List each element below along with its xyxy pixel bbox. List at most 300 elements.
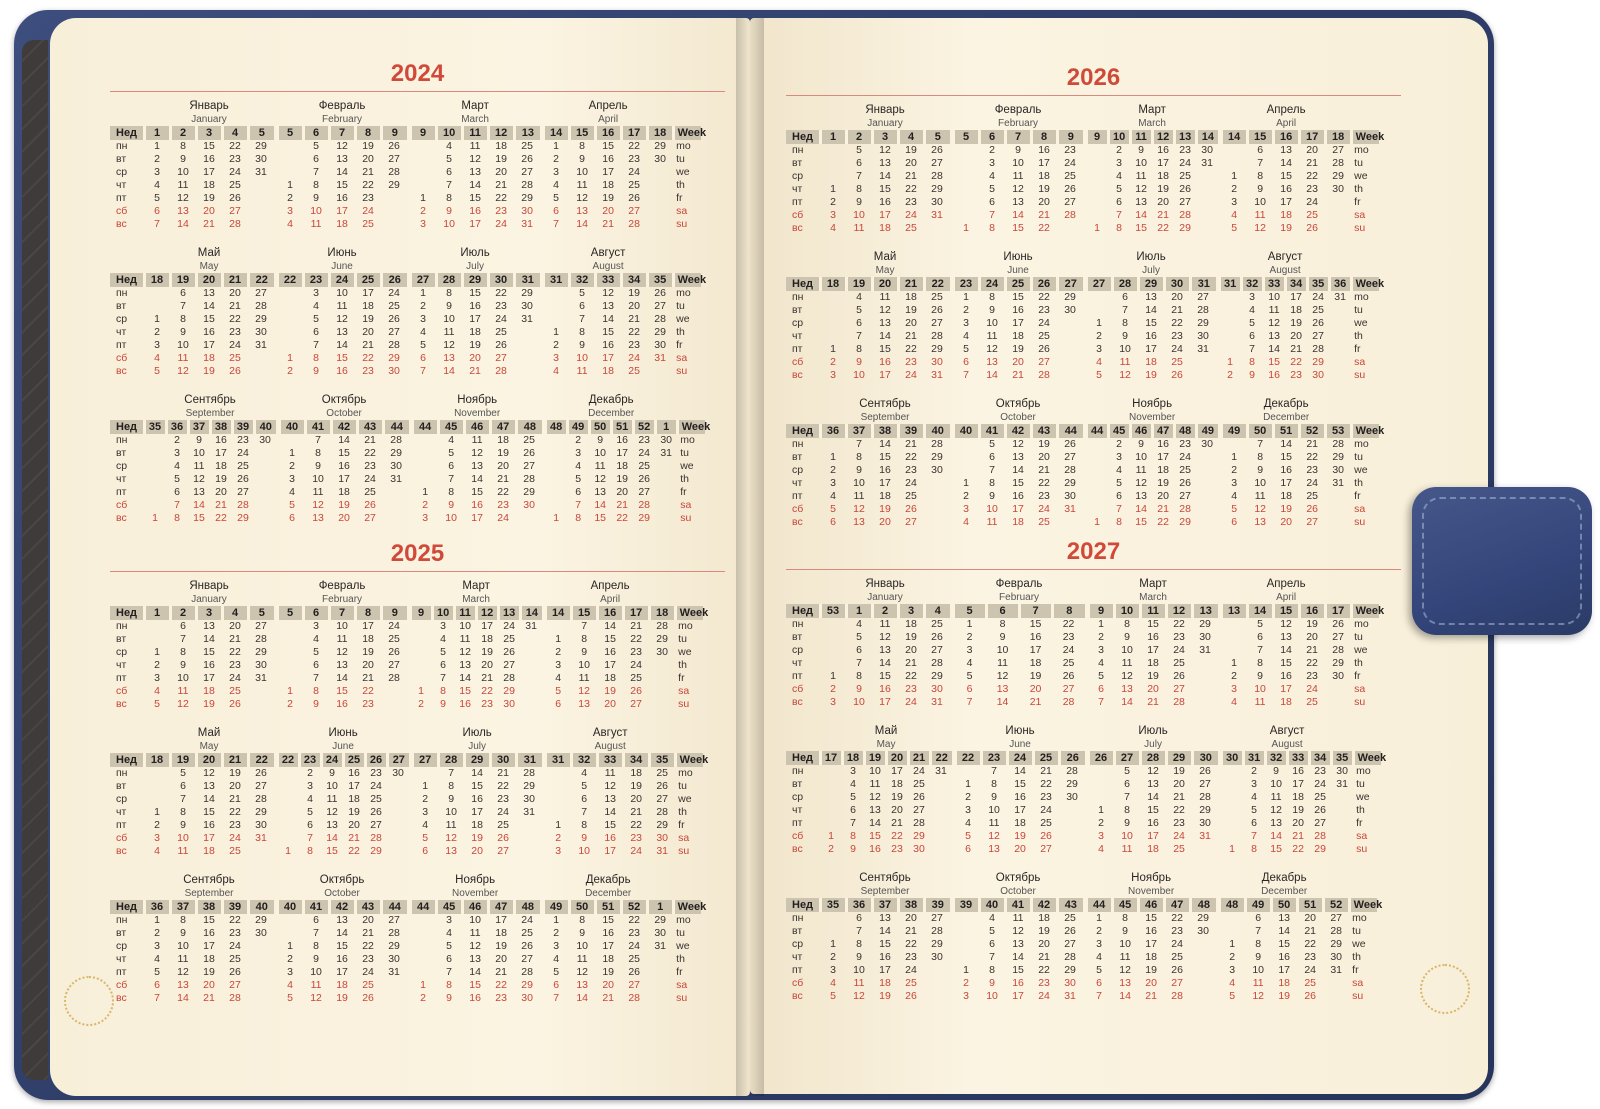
day-cell: 19 [362,646,374,658]
day-cell: 6 [1124,778,1130,790]
day-cell: 29 [1197,317,1209,329]
day-cell: 22 [905,451,917,463]
day-row [274,966,407,979]
day-cell: 2 [1096,925,1103,937]
day-cell: 27 [1040,843,1052,855]
day-cell: 9 [313,698,319,710]
week-number: 28 [1140,751,1166,765]
left-page [50,18,750,1096]
day-cell: 8 [315,447,321,459]
day-cell: 10 [853,696,865,708]
day-cell [387,806,409,819]
day-cell: 30 [521,205,533,217]
day-cell: 19 [338,499,350,511]
day-cell: 3 [830,477,836,489]
day-row [950,657,1085,670]
week-number-row [542,753,703,767]
weekday-ru: ср [792,464,804,476]
month-december [540,874,707,1005]
day-cell [410,672,432,685]
day-cell: 25 [1179,464,1191,476]
day-cell: 12 [177,365,189,377]
bookmark-ribbon [22,40,48,1080]
day-cell: 15 [1145,912,1157,924]
day-cell: 11 [312,486,324,498]
day-cell: 11 [177,352,189,364]
day-cell: 19 [905,631,917,643]
day-cell: 17 [203,166,215,178]
weekday-en: mo [676,914,691,926]
day-row [540,205,701,218]
day-row [407,620,542,633]
month-row [786,251,1401,382]
day-cell: 4 [154,352,160,364]
day-cell: 14 [1135,209,1147,221]
day-cell: 11 [471,434,483,446]
weekday-ru: чт [792,477,803,489]
day-cell: 5 [154,698,160,710]
day-cell [1221,644,1247,657]
day-row [542,447,705,460]
day-cell: 17 [362,287,374,299]
day-cell: 20 [1145,977,1157,989]
day-cell: 1 [289,447,295,459]
day-row [407,365,540,378]
day-cell: 7 [989,951,995,963]
day-row [409,434,542,447]
day-cell: 16 [348,767,360,779]
day-cell [649,672,675,685]
week-number: 10 [1114,604,1140,618]
day-cell: 16 [1145,925,1157,937]
day-cell: 17 [215,447,227,459]
day-cell: 29 [654,326,666,338]
week-number: 38 [898,898,924,912]
day-cell: 5 [313,140,319,152]
day-cell: 15 [1014,778,1026,790]
day-cell: 6 [963,356,969,368]
day-cell: 1 [154,313,160,325]
day-cell [1221,817,1243,830]
day-cell [410,153,436,166]
day-cell: 13 [602,300,614,312]
day-cell: 25 [495,326,507,338]
day-cell: 17 [348,780,360,792]
day-cell: 17 [1157,451,1169,463]
day-cell: 2 [830,683,836,695]
day-cell: 13 [469,953,481,965]
day-cell: 31 [255,339,267,351]
weekday-ru: вт [792,925,803,937]
month-name-ru: Июль [460,247,490,259]
month-name-en: July [1142,265,1160,276]
week-number: 45 [436,900,462,914]
day-cell: 29 [370,845,382,857]
day-cell: 3 [154,166,160,178]
day-cell: 22 [495,287,507,299]
day-cell: 28 [1173,696,1185,708]
day-row [950,451,1083,464]
month-october [274,874,407,1005]
day-cell: 9 [1124,631,1130,643]
day-cell: 23 [364,460,376,472]
day-cell: 11 [336,633,348,645]
day-cell: 20 [1147,683,1159,695]
day-cell: 4 [966,657,973,669]
day-row [950,291,1083,304]
week-number: 15 [569,126,595,140]
day-cell: 18 [616,460,629,472]
day-cell: 20 [338,512,350,524]
day-cell: 2 [830,196,836,208]
day-cell [254,499,276,512]
day-cell: 12 [445,832,457,844]
month-name-en: April [1276,118,1297,129]
day-cell: 25 [497,819,509,831]
day-cell: 15 [336,352,348,364]
day-cell [1221,438,1247,451]
day-cell: 19 [905,304,917,316]
month-name-ru: Октябрь [995,398,1041,410]
day-row [110,953,274,966]
day-cell: 9 [1124,817,1130,829]
day-cell [655,486,677,499]
day-cell: 1 [154,140,160,152]
day-row [110,473,276,486]
day-cell: 1 [963,291,969,303]
day-row [542,659,703,672]
month-name-ru: Декабрь [1263,398,1309,410]
day-cell: 10 [1121,644,1133,656]
week-number: 30 [1192,751,1218,765]
week-label-ru: Нед [786,424,820,438]
month-name-ru: Август [1267,251,1303,263]
weekday-en: fr [1354,670,1361,682]
elastic-clasp[interactable] [1412,487,1592,635]
day-cell: 28 [1332,438,1344,450]
day-cell: 9 [850,843,856,855]
day-cell [953,157,979,170]
day-cell: 28 [931,657,943,669]
day-cell: 26 [1040,830,1052,842]
month-name-ru: Сентябрь [183,874,235,886]
day-cell: 3 [422,806,429,818]
day-cell: 24 [1040,804,1052,816]
day-cell: 22 [229,140,241,152]
day-cell: 26 [1062,670,1075,682]
day-cell [1329,343,1351,356]
day-cell: 3 [287,966,293,978]
day-cell [520,633,542,646]
day-cell: 29 [1064,477,1076,489]
day-cell: 7 [448,473,455,485]
day-cell: 12 [469,153,481,165]
day-cell: 31 [654,352,666,364]
day-cell [1086,304,1112,317]
day-cell: 21 [229,793,241,805]
day-cell: 19 [1029,670,1042,682]
day-cell: 9 [446,300,452,312]
day-cell: 25 [1038,330,1050,342]
day-row [1083,490,1218,503]
week-number: 9 [1088,604,1114,618]
day-cell: 24 [1179,157,1191,169]
weekday-en: sa [1354,209,1366,221]
day-cell: 19 [1157,183,1169,195]
day-cell: 10 [336,620,348,632]
week-number: 41 [305,420,331,434]
day-row [407,339,540,352]
week-number: 41 [1005,898,1031,912]
day-cell: 11 [869,778,881,790]
day-cell: 3 [1229,964,1236,976]
day-cell: 19 [495,940,507,952]
day-cell: 30 [388,365,400,377]
day-row [540,192,701,205]
day-cell: 22 [229,646,241,658]
day-cell: 14 [1147,791,1159,803]
day-cell: 29 [913,830,925,842]
day-cell: 2 [420,300,426,312]
day-row [110,672,274,685]
day-cell: 21 [1304,925,1316,937]
day-cell: 7 [1096,990,1103,1002]
month-august [542,727,709,858]
day-row [110,646,274,659]
weekday-ru: ср [116,940,128,952]
day-cell: 17 [602,352,614,364]
day-cell: 9 [313,953,319,965]
day-cell [953,451,979,464]
day-cell: 9 [440,698,446,710]
day-cell [953,951,979,964]
weekday-ru: вт [116,927,127,939]
day-row [786,490,950,503]
day-cell: 14 [1268,343,1280,355]
day-cell: 23 [370,767,382,779]
day-cell: 5 [581,780,588,792]
day-cell [545,806,571,819]
day-cell: 13 [604,793,616,805]
day-row [110,339,274,352]
day-cell: 3 [963,503,969,515]
day-cell [248,698,274,711]
day-cell: 24 [229,672,241,684]
week-number: 20 [196,273,222,287]
day-cell: 10 [1119,343,1131,355]
day-cell [410,966,436,979]
day-cell [1192,683,1218,696]
day-cell: 18 [203,845,215,857]
weekday-ru: чт [116,326,127,338]
day-cell: 19 [471,832,483,844]
week-number: 31 [1243,751,1265,765]
day-row [1083,925,1216,938]
weekday-en: mo [1352,912,1367,924]
week-number: 23 [981,751,1007,765]
day-cell [1190,938,1216,951]
day-cell: 14 [336,339,348,351]
day-cell [1323,977,1349,990]
week-number: 52 [1323,898,1349,912]
day-cell: 31 [390,473,402,485]
day-cell: 15 [471,486,483,498]
day-cell: 9 [856,683,862,695]
weekday-en: su [1354,516,1366,528]
day-cell: 23 [1064,144,1076,156]
day-cell: 1 [555,633,562,645]
weekday-en: th [1354,657,1363,669]
day-cell: 21 [602,218,614,230]
day-row [407,659,542,672]
week-number: 25 [1005,277,1031,291]
day-cell: 10 [576,352,588,364]
weekday-ru: вт [116,780,127,792]
day-cell: 2 [830,356,836,368]
day-cell: 10 [445,512,457,524]
week-number: 5 [248,126,274,140]
day-cell: 10 [996,644,1009,656]
day-row [407,166,540,179]
day-cell: 7 [963,369,969,381]
day-cell [520,659,542,672]
day-cell: 9 [991,791,997,803]
day-row [1218,438,1379,451]
weekday-ru: вт [116,633,127,645]
month-name-en: May [875,265,895,276]
day-cell [1329,356,1351,369]
month-may [786,725,952,856]
weekday-ru: пт [116,819,127,831]
day-cell: 28 [237,499,249,511]
day-cell: 6 [856,317,862,329]
day-cell: 14 [576,992,588,1004]
day-cell: 28 [913,817,925,829]
month-march [407,580,542,711]
week-number: 13 [1192,604,1218,618]
day-cell: 29 [1330,938,1342,950]
day-cell: 4 [1116,464,1123,476]
day-row [1216,951,1377,964]
day-row [1083,438,1218,451]
week-number: 20 [886,751,908,765]
week-number-row [1216,277,1379,291]
day-cell: 9 [597,434,604,446]
day-cell: 11 [177,179,189,191]
day-cell: 2 [1231,670,1237,682]
week-number: 35 [647,273,673,287]
week-number-row [1216,898,1377,912]
day-row [540,927,701,940]
day-cell: 28 [390,434,402,446]
day-cell: 3 [1251,778,1258,790]
day-cell: 11 [1119,951,1131,963]
day-cell: 31 [931,369,943,381]
day-cell: 1 [154,806,160,818]
day-cell: 6 [313,326,319,338]
week-number-row [110,126,274,140]
day-cell: 12 [1270,804,1282,816]
week-number: 53 [1325,424,1351,438]
month-row [110,874,725,1005]
day-cell: 22 [905,938,917,950]
week-number-row [950,898,1083,912]
week-number: 36 [166,420,188,434]
day-row [110,313,274,326]
day-cell: 15 [1135,222,1147,234]
day-row [1083,516,1218,529]
day-cell: 19 [879,990,891,1002]
day-cell: 24 [1312,291,1324,303]
weekday-en: we [1352,938,1366,950]
day-row [274,192,407,205]
week-number: 48 [1174,424,1196,438]
day-cell: 23 [495,992,507,1004]
day-cell: 11 [576,179,588,191]
weekday-ru: чт [116,953,127,965]
day-cell: 21 [1306,157,1318,169]
day-cell: 15 [879,343,891,355]
day-cell [520,672,542,685]
day-cell: 20 [495,953,507,965]
day-cell: 15 [336,940,348,952]
week-number: 22 [277,273,303,287]
day-cell: 29 [255,313,267,325]
week-number-row [952,751,1085,765]
day-cell: 16 [1147,817,1159,829]
day-cell [545,447,567,460]
day-cell: 28 [388,927,400,939]
day-cell: 23 [362,698,374,710]
day-cell: 11 [1119,356,1131,368]
day-row [542,620,703,633]
day-cell [1196,451,1218,464]
week-number-row [110,900,274,914]
day-cell: 1 [553,914,560,926]
day-cell: 18 [215,460,227,472]
day-cell: 25 [656,767,668,779]
day-cell: 27 [364,512,376,524]
day-row [786,657,950,670]
day-cell: 18 [905,291,917,303]
day-cell: 1 [1227,356,1234,368]
weekday-en: mo [1354,438,1369,450]
day-row [407,287,540,300]
weekday-en: tu [678,633,687,645]
day-row [407,140,540,153]
day-cell: 13 [576,205,588,217]
weekday-en: tu [1354,451,1363,463]
weekday-ru: сб [116,979,128,991]
month-name-ru: Март [461,100,489,112]
week-number: 22 [277,753,299,767]
day-cell [647,218,673,231]
day-cell: 8 [180,646,186,658]
weekday-ru: ср [116,793,128,805]
day-cell: 15 [1280,451,1292,463]
day-cell: 7 [553,992,560,1004]
day-cell: 13 [471,460,483,472]
week-number: 9 [1086,130,1108,144]
day-row [1216,925,1377,938]
day-cell: 20 [1290,330,1302,342]
week-number-row [1083,898,1216,912]
day-cell: 14 [602,313,614,325]
day-cell: 15 [1135,516,1147,528]
weekday-en: we [680,460,694,472]
month-name-ru: Декабрь [585,874,631,886]
day-cell: 16 [1268,369,1280,381]
